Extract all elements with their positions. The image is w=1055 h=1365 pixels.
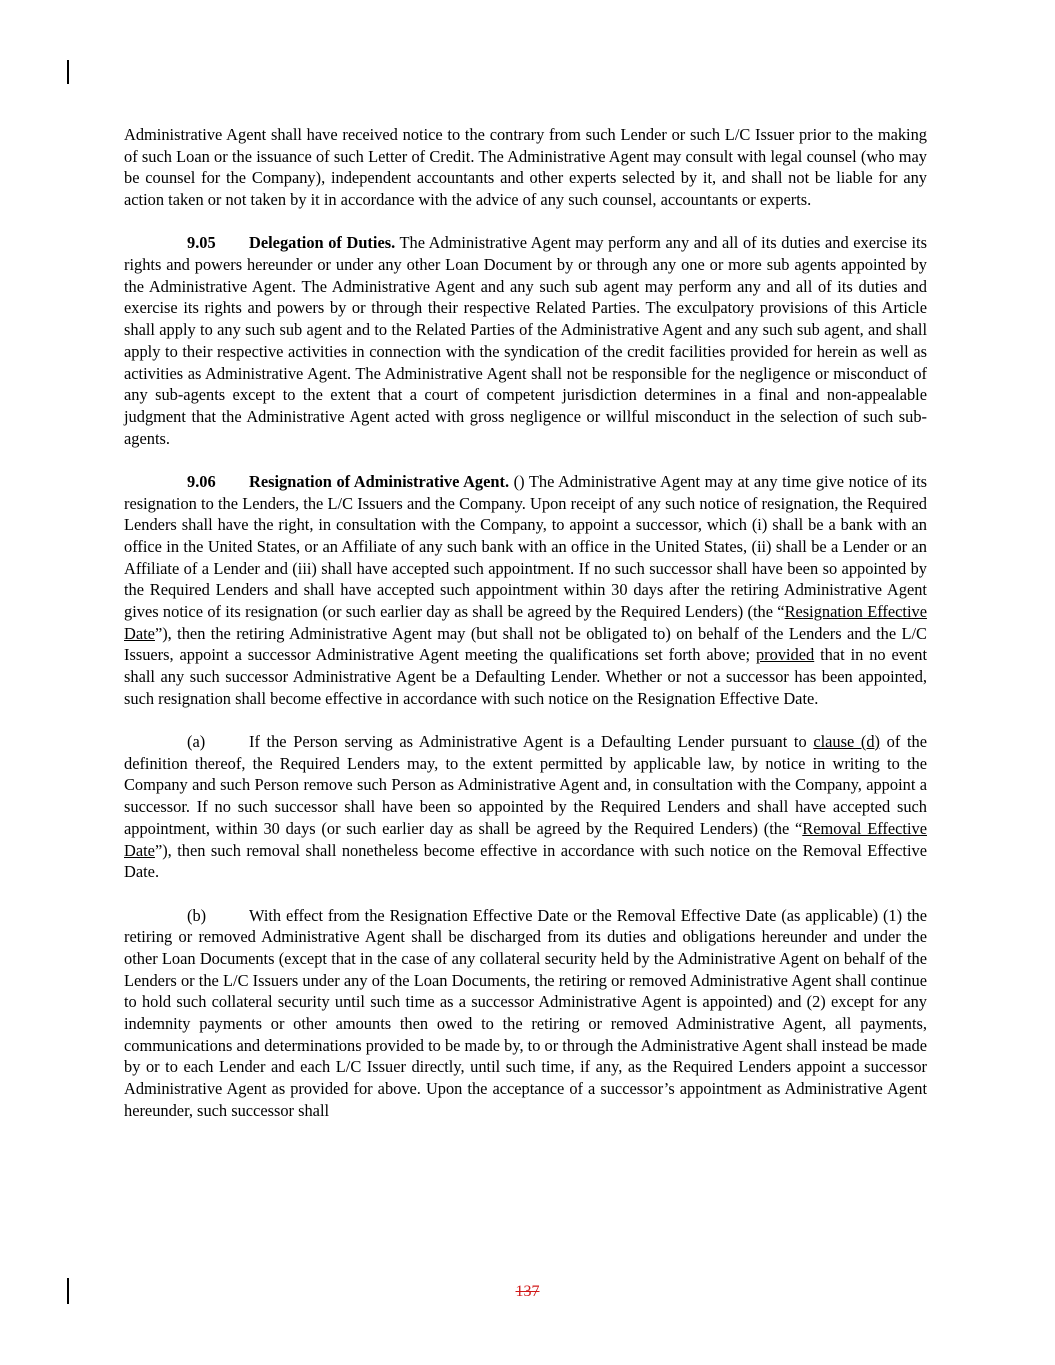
section-number: 9.06 (187, 471, 216, 491)
clause-a (124, 731, 927, 883)
section-9-05 (124, 232, 927, 449)
clause-body: of the definition thereof, the Required Lenders may, to the extent permitted by applicable law, by notice in writing to the Company and such Person remove such Person as Administrative Agent and, in consultation with the Company, appoint a successor. If no such successor shall have been so appointed by the Required Lenders and shall have accepted such appointment, within 30 days (or such earlier day as shall be agreed by the Required Lenders) (the “ (124, 732, 927, 838)
section-title: Delegation of Duties. (249, 233, 396, 253)
document-body (124, 124, 927, 1143)
section-title: Resignation of Administrative Agent. (249, 471, 510, 491)
defined-term-removal-effective-date: Removal Effective Date (124, 818, 927, 860)
cross-reference-clause-d: clause (d) (813, 732, 881, 752)
section-body: that in no event shall any such successor Administrative Agent be a Defaulting Lender. Whether or not a successor has been appointed, such resignation shall become effective in accordance with such notice on the Resignation Effective Date. (124, 645, 928, 708)
clause-body: ”), then such removal shall nonetheless become effective in accordance with such notice on the Removal Effective Date. (124, 840, 927, 882)
paragraph-intro-text: Administrative Agent shall have received notice to the contrary from such Lender or such L/C Issuer prior to the making of such Loan or the issuance of such Letter of Credit. The Administrative Agent may consult with legal counsel (who may be counsel for the Company), independent accountants and other experts selected by it, and shall not be liable for any action taken or not taken by it in accordance with the advice of any such counsel, accountants or experts. (124, 125, 927, 210)
change-bar-top (67, 60, 69, 84)
section-body: () The Administrative Agent may at any time give notice of its resignation to the Lenders, the L/C Issuers and the Company. Upon receipt of any such notice of resignation, the Required Lenders shall have the right, in consultation with the Company, to appoint a successor, which (i) shall be a bank with an office in the United States, or an Affiliate of any such bank with an office in the United States, (ii) shall be a Lender or an Affiliate of a Lender and (iii) shall have accepted such appointment. If no such successor shall have been so appointed by the Required Lenders and shall have accepted such appointment within 30 days after the retiring Administrative Agent gives notice of its resignation (or such earlier day as shall be agreed by the Required Lenders) (the “ (124, 471, 928, 622)
section-number: 9.05 (187, 233, 216, 253)
page-number: 137 (515, 1283, 540, 1300)
clause-b (124, 905, 927, 1122)
section-9-06 (124, 471, 927, 710)
section-body: The Administrative Agent may perform any and all of its duties and exercise its rights and powers hereunder or under any other Loan Document by or through any one or more sub agents appointed by the Administrative Agent. The Administrative Agent and any such sub agent may perform any and all of its duties and exercise its rights and powers by or through their respective Related Parties. The exculpatory provisions of this Article shall apply to any such sub agent and to the Related Parties of the Administrative Agent and any such sub agent, and shall apply to their respective activities in connection with the syndication of the credit facilities provided for herein as well as activities as Administrative Agent. The Administrative Agent shall not be responsible for the negligence or misconduct of any sub-agents except to the extent that a court of competent jurisdiction determines in a final and non-appealable judgment that the Administrative Agent acted with gross negligence or willful misconduct in the selection of such sub-agents. (124, 233, 927, 448)
clause-label: (b) (187, 905, 207, 925)
section-body: ”), then the retiring Administrative Agent may (but shall not be obligated to) on behalf of the Lenders and the L/C Issuers, appoint a successor Administrative Agent meeting the qualifications set forth above; (124, 623, 927, 665)
clause-body: With effect from the Resignation Effective Date or the Removal Effective Date (as applicable) (1) the retiring or removed Administrative Agent shall be discharged from its duties and obligations hereunder and under the other Loan Documents (except that in the case of any collateral security held by the Administrative Agent on behalf of the Lenders or the L/C Issuers under any of the Loan Documents, the retiring or removed Administrative Agent shall continue to hold such collateral security until such time as a successor Administrative Agent is appointed) and (2) except for any indemnity payments or other amounts then owed to the retiring or removed Administrative Agent, all payments, communications and determinations provided to be made by, to or through the Administrative Agent shall instead be made by or to each Lender and each L/C Issuer directly, until such time, if any, as the Required Lenders appoint a successor Administrative Agent as provided for above. Upon the acceptance of a successor’s appointment as Administrative Agent hereunder, such successor shall (124, 905, 927, 1120)
paragraph-intro (124, 124, 927, 211)
defined-term-provided: provided (755, 645, 815, 665)
defined-term-resignation-effective-date: Resignation Effective Date (124, 602, 927, 643)
clause-label: (a) (187, 732, 206, 752)
clause-body: If the Person serving as Administrative Agent is a Defaulting Lender pursuant to (249, 732, 814, 752)
